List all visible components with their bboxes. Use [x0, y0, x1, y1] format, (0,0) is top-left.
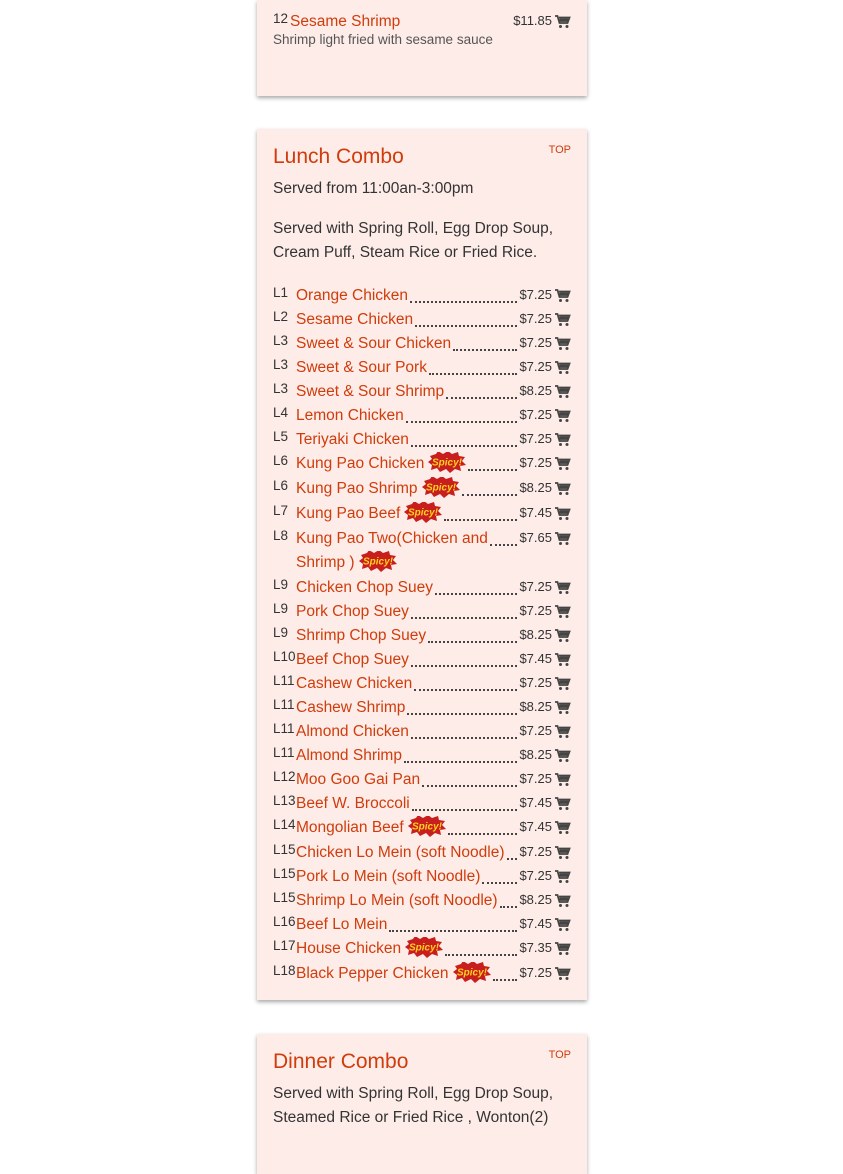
item-number: L12 [273, 769, 296, 784]
item-name-wrap [296, 889, 517, 913]
served-with: Served with Spring Roll, Egg Drop Soup, Steamed Rice or Fried Rice , Wonton(2) [273, 1085, 554, 1126]
cart-icon[interactable] [555, 846, 571, 860]
menu-item-row [273, 600, 571, 624]
item-name-link[interactable]: Shrimp Lo Mein (soft Noodle) [296, 892, 498, 909]
served-time: Served from 11:00an-3:00pm [273, 180, 474, 197]
item-name-link[interactable]: Kung Pao Chicken [296, 455, 425, 472]
item-number: L9 [273, 601, 289, 616]
menu-item-row [273, 356, 571, 380]
item-name-link[interactable]: Moo Goo Gai Pan [296, 771, 421, 788]
dotted-leader [407, 704, 517, 715]
cart-icon[interactable] [555, 409, 571, 423]
dotted-leader [404, 752, 517, 763]
cart-icon[interactable] [555, 385, 571, 399]
cart-icon[interactable] [555, 749, 571, 763]
item-name-link[interactable]: Sesame Chicken [296, 311, 414, 328]
menu-item-row [273, 477, 571, 501]
cart-icon[interactable] [555, 313, 571, 327]
dotted-leader [411, 608, 517, 619]
item-name-link[interactable]: Teriyaki Chicken [296, 431, 409, 448]
menu-item-row [273, 889, 571, 913]
item-number: L14 [273, 817, 296, 832]
cart-icon[interactable] [555, 605, 571, 619]
item-price: $8.25 [519, 747, 552, 762]
item-number: L7 [273, 503, 289, 518]
menu-section-card-dinner [257, 1034, 587, 1174]
menu-item-row [273, 792, 571, 816]
item-price: $8.25 [519, 699, 552, 714]
menu-item-row [273, 672, 571, 696]
dotted-leader [507, 849, 518, 860]
item-price: $7.35 [519, 940, 552, 955]
spicy-label: Spicy! [456, 967, 487, 979]
cart-icon[interactable] [555, 967, 571, 981]
dotted-leader [412, 800, 517, 811]
menu-item-row [273, 502, 571, 526]
spicy-badge [408, 816, 446, 837]
dotted-leader [414, 680, 517, 691]
spicy-label: Spicy! [362, 556, 393, 568]
menu-item-row [273, 865, 571, 889]
menu-item-row [273, 696, 571, 720]
item-price: $7.45 [519, 505, 552, 520]
item-name-link[interactable]: Kung Pao Beef [296, 505, 401, 522]
item-price: $7.25 [519, 431, 552, 446]
menu-item-row [273, 744, 571, 768]
menu-item-row [273, 576, 571, 600]
menu-item-row [273, 527, 571, 571]
item-price: $7.45 [519, 651, 552, 666]
item-price: $7.25 [519, 455, 552, 470]
menu-item-row [273, 913, 571, 937]
item-price: $7.25 [519, 579, 552, 594]
dotted-leader [493, 970, 518, 981]
item-name-link[interactable]: Pork Lo Mein (soft Noodle) [296, 868, 481, 885]
dotted-leader [462, 485, 518, 496]
item-number: L9 [273, 625, 289, 640]
item-name-link[interactable]: Almond Shrimp [296, 747, 402, 764]
spicy-label: Spicy! [411, 821, 442, 833]
dotted-leader [500, 897, 517, 908]
dotted-leader [435, 584, 517, 595]
item-number: L16 [273, 914, 296, 929]
item-name-wrap [296, 962, 517, 986]
item-price: $7.25 [519, 675, 552, 690]
menu-item-row [273, 624, 571, 648]
cart-icon[interactable] [555, 773, 571, 787]
menu-item-row [273, 452, 571, 476]
item-name-link[interactable]: Sweet & Sour Chicken [296, 335, 452, 352]
cart-icon[interactable] [555, 457, 571, 471]
cart-icon[interactable] [555, 870, 571, 884]
spicy-label: Spicy! [408, 507, 439, 519]
menu-item-row [273, 720, 571, 744]
item-number: L15 [273, 890, 296, 905]
dotted-leader [410, 292, 517, 303]
item-name-link[interactable]: Chicken Chop Suey [296, 579, 433, 596]
item-number: L10 [273, 649, 296, 664]
dotted-leader [453, 340, 517, 351]
dotted-leader [482, 873, 517, 884]
item-number: L1 [273, 285, 289, 300]
cart-icon[interactable] [555, 361, 571, 375]
cart-icon[interactable] [555, 433, 571, 447]
item-name-link[interactable]: Beef Chop Suey [296, 651, 409, 668]
cart-icon[interactable] [555, 653, 571, 667]
menu-item-row [273, 10, 571, 34]
item-name-link[interactable]: Sesame Shrimp [290, 13, 401, 30]
dotted-leader [389, 921, 517, 932]
item-price: $7.25 [519, 868, 552, 883]
item-price: $7.25 [519, 359, 552, 374]
item-price: $7.45 [519, 795, 552, 810]
spicy-label: Spicy! [425, 482, 456, 494]
item-number: L11 [273, 697, 295, 712]
item-price: $7.25 [519, 335, 552, 350]
menu-item-row [273, 937, 571, 961]
item-name-link[interactable]: Kung Pao Shrimp [296, 480, 418, 497]
item-name-link[interactable]: Almond Chicken [296, 723, 409, 740]
dotted-leader [468, 460, 517, 471]
item-name-link[interactable]: House Chicken [296, 940, 402, 957]
menu-item-row [273, 816, 571, 840]
item-number: L4 [273, 405, 289, 420]
dotted-leader [446, 388, 517, 399]
item-number: L11 [273, 745, 295, 760]
item-price: $7.25 [519, 723, 552, 738]
dotted-leader [422, 776, 517, 787]
item-price: $8.25 [519, 480, 552, 495]
item-name-wrap [296, 527, 517, 551]
item-price: $7.45 [519, 916, 552, 931]
menu-section-card-lunch [257, 129, 587, 1000]
dotted-leader [445, 945, 517, 956]
menu-item-row [273, 648, 571, 672]
dotted-leader [444, 510, 517, 521]
item-price: $8.25 [519, 627, 552, 642]
cart-icon[interactable] [555, 532, 571, 546]
item-name-link[interactable]: Pork Chop Suey [296, 603, 409, 620]
menu-item-row [273, 308, 571, 332]
cart-icon[interactable] [555, 677, 571, 691]
cart-icon[interactable] [555, 942, 571, 956]
item-price: $7.25 [519, 287, 552, 302]
menu-item-row [273, 380, 571, 404]
item-number: L2 [273, 309, 289, 324]
spicy-label: Spicy! [432, 457, 463, 469]
item-price: $7.25 [519, 844, 552, 859]
dotted-leader [411, 656, 517, 667]
item-number: L3 [273, 357, 289, 372]
item-name-link[interactable]: Black Pepper Chicken [296, 965, 449, 982]
cart-icon[interactable] [555, 482, 571, 496]
item-number: 12 [273, 11, 289, 26]
item-number: L15 [273, 866, 296, 881]
item-name-link[interactable]: Beef W. Broccoli [296, 795, 410, 812]
item-price: $7.25 [519, 771, 552, 786]
item-price: $7.25 [519, 311, 552, 326]
section-title: Dinner Combo [273, 1050, 409, 1073]
item-name-link[interactable]: Cashew Shrimp [296, 699, 406, 716]
menu-item-row [273, 841, 571, 865]
item-price: $7.25 [519, 407, 552, 422]
item-price: $11.85 [513, 13, 552, 28]
item-number: L15 [273, 842, 296, 857]
item-number: L13 [273, 793, 296, 808]
item-name-wrap [296, 841, 517, 865]
item-price: $7.45 [519, 819, 552, 834]
dotted-leader [448, 824, 517, 835]
cart-icon[interactable] [555, 821, 571, 835]
dotted-leader [428, 632, 517, 643]
cart-icon[interactable] [555, 918, 571, 932]
item-price: $7.65 [519, 530, 552, 545]
item-name-link[interactable]: Orange Chicken [296, 287, 409, 304]
item-price: $7.25 [519, 603, 552, 618]
spicy-label: Spicy! [409, 942, 440, 954]
item-number: L9 [273, 577, 289, 592]
dotted-leader [411, 728, 517, 739]
item-name-wrap [296, 551, 571, 575]
menu-section-card-previous [257, 0, 587, 96]
item-name-link[interactable]: Cashew Chicken [296, 675, 413, 692]
menu-item-row [273, 962, 571, 986]
menu-item-row [273, 284, 571, 308]
item-description: Shrimp light fried with sesame sauce [273, 32, 493, 47]
menu-item-row [273, 768, 571, 792]
item-name-link[interactable]: Sweet & Sour Shrimp [296, 383, 445, 400]
item-number: L3 [273, 333, 289, 348]
item-name-link[interactable]: Shrimp Chop Suey [296, 627, 427, 644]
cart-icon[interactable] [555, 894, 571, 908]
item-number: L6 [273, 453, 289, 468]
spicy-badge [422, 477, 460, 498]
item-price: $8.25 [519, 892, 552, 907]
spicy-badge [428, 452, 466, 473]
item-number: L11 [273, 721, 295, 736]
item-name-link[interactable]: Mongolian Beef [296, 819, 404, 836]
cart-icon[interactable] [555, 725, 571, 739]
top-link[interactable]: TOP [548, 144, 571, 156]
item-name-link[interactable]: Sweet & Sour Pork [296, 359, 427, 376]
item-name-wrap [290, 10, 512, 34]
dotted-leader [411, 436, 517, 447]
item-number: L11 [273, 673, 295, 688]
item-price: $7.25 [519, 965, 552, 980]
cart-icon[interactable] [555, 337, 571, 351]
item-name-link[interactable]: Kung Pao Two(Chicken and [296, 530, 488, 547]
item-number: L5 [273, 429, 289, 444]
top-link[interactable]: TOP [548, 1049, 571, 1061]
item-number: L6 [273, 478, 289, 493]
item-price: $8.25 [519, 383, 552, 398]
menu-item-row [273, 332, 571, 356]
cart-icon[interactable] [555, 629, 571, 643]
spicy-badge [359, 551, 397, 572]
menu-item-row [273, 428, 571, 452]
item-name-link[interactable]: Lemon Chicken [296, 407, 404, 424]
item-name-link[interactable]: Beef Lo Mein [296, 916, 388, 933]
cart-icon[interactable] [555, 15, 571, 29]
item-name-link[interactable]: Chicken Lo Mein (soft Noodle) [296, 844, 505, 861]
cart-icon[interactable] [555, 289, 571, 303]
spicy-badge [405, 937, 443, 958]
item-number: L18 [273, 963, 296, 978]
section-title: Lunch Combo [273, 145, 404, 168]
item-name-link[interactable]: Shrimp ) [296, 554, 355, 571]
cart-icon[interactable] [555, 797, 571, 811]
item-number: L3 [273, 381, 289, 396]
cart-icon[interactable] [555, 701, 571, 715]
item-number: L17 [273, 938, 296, 953]
cart-icon[interactable] [555, 581, 571, 595]
dotted-leader [490, 535, 517, 546]
served-with: Served with Spring Roll, Egg Drop Soup, Cream Puff, Steam Rice or Fried Rice. [273, 220, 554, 261]
dotted-leader [415, 316, 517, 327]
dotted-leader [429, 364, 517, 375]
spicy-badge [453, 962, 491, 983]
item-number: L8 [273, 528, 289, 543]
spicy-badge [404, 502, 442, 523]
dotted-leader [406, 412, 517, 423]
menu-item-row [273, 404, 571, 428]
cart-icon[interactable] [555, 507, 571, 521]
